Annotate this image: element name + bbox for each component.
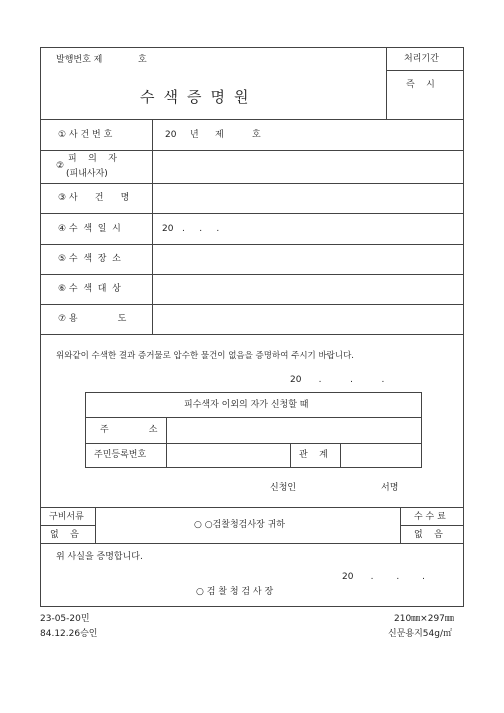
applicant-box-vline-3 [340,443,341,468]
issuer-name: ○ 검 찰 청 검 사 장 [196,587,274,597]
applicant-box-vline-2 [290,443,291,468]
purpose-label: ⑦ 용 도 [58,314,127,324]
required-docs-label: 구비서류 [49,512,84,522]
approval-date: 84.12.26승인 [40,629,98,639]
case-number-prefix: 제 [215,130,224,140]
row-line-4 [40,244,464,245]
addressee: ○ ○검찰청검사장 귀하 [194,520,285,530]
row-line-1 [40,150,464,151]
applicant-label: 신청인 [270,483,297,493]
required-docs-value: 없 음 [50,530,79,540]
processing-period-label: 처리기간 [404,54,439,64]
fee-label: 수 수 료 [414,512,446,522]
paper-type: 신문용지54g/㎡ [388,629,452,639]
row-line-3 [40,213,464,214]
applicant-box-vline-1 [166,417,167,468]
form-code: 23-05-20민 [40,614,90,624]
rows-label-divider [152,119,153,334]
applicant-box-line-2 [85,443,422,444]
row-line-6 [40,304,464,305]
header-bottom-line [40,119,464,120]
relation-label: 관 계 [299,450,328,460]
paper-size: 210㎜×297㎜ [394,614,454,624]
suspect-number: ② [56,161,65,171]
fee-mid-line [400,525,464,526]
case-name-label: ③ 사 건 명 [58,193,130,203]
processing-divider [386,70,464,71]
issue-number-label: 발행번호 제 [56,55,103,65]
case-number-suffix: 호 [252,130,261,140]
request-statement: 위와같이 수색한 결과 증거물로 압수한 물건이 없음을 증명하여 주시기 바랍니다. [56,351,354,361]
document-title: 수색증명원 [140,88,258,106]
row-line-5 [40,274,464,275]
search-target-label: ⑥ 수 색 대 상 [58,284,121,294]
row-line-2 [40,183,464,184]
case-number-year: 20 [165,130,177,140]
signature-label: 서명 [381,483,399,493]
applicant-box-line-1 [85,417,422,418]
search-place-label: ⑤ 수 색 장 소 [58,254,121,264]
resident-number-label: 주민등록번호 [94,450,147,460]
case-number-year-unit: 년 [190,130,199,140]
suspect-label: 피 의 자 [68,154,117,164]
search-datetime-label: ④ 수 색 일 시 [58,224,121,234]
applicant-box-title: 피수색자 이외의 자가 신청할 때 [184,400,309,410]
certify-date: 20 . . . [342,572,425,582]
address-label: 주 소 [100,425,158,435]
fees-bottom-line [40,543,464,544]
processing-period-value: 즉 시 [406,80,435,90]
row-line-7 [40,334,464,335]
fee-value: 없 음 [414,530,443,540]
case-number-label: ① 사 건 번 호 [58,130,113,140]
header-divider [386,47,387,119]
docs-mid-line [40,525,95,526]
search-datetime-value: 20 . . . [162,224,220,234]
issue-number-suffix: 호 [138,55,147,65]
suspect-sublabel: (피내사자) [66,169,108,179]
fees-left-divider [95,507,96,543]
request-date: 20 . . . [290,375,385,385]
certify-statement: 위 사실을 증명합니다. [56,552,143,562]
